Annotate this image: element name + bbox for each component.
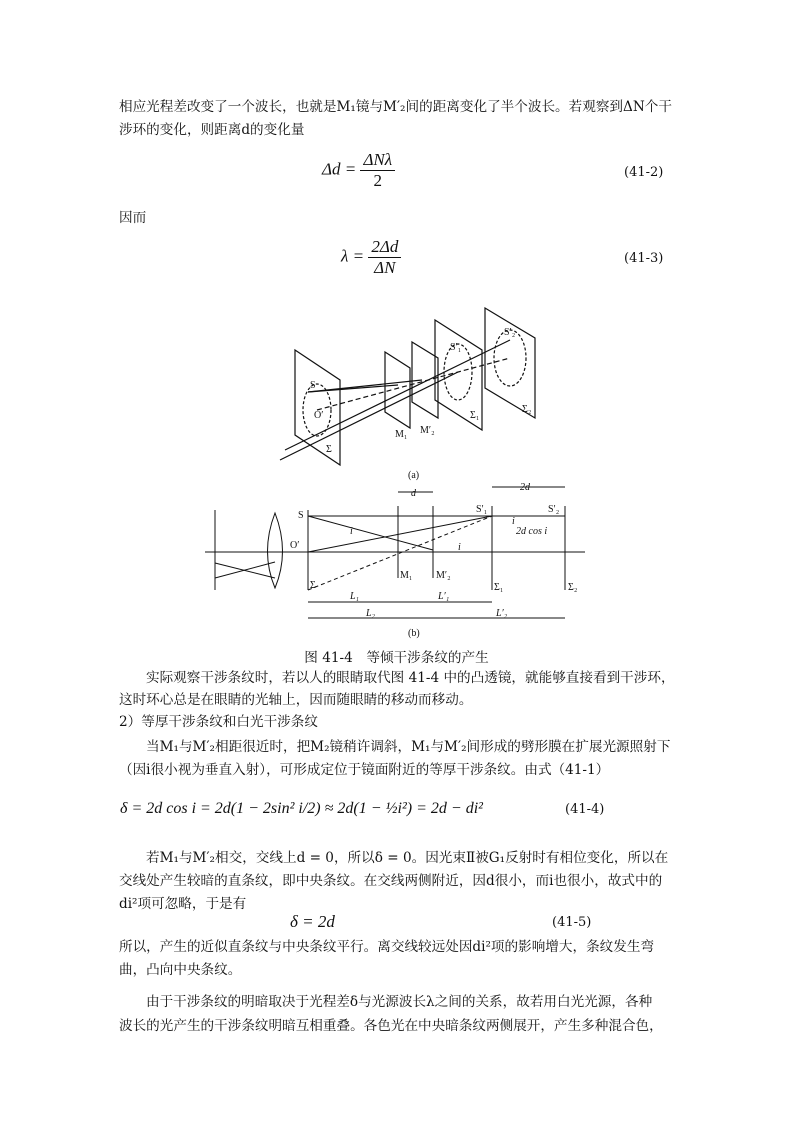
p5-line3: di²项可忽略，于是有 [119, 896, 247, 912]
fig-a-label-s2: S′₂ [504, 327, 516, 338]
fig-a-label-s: S [310, 380, 316, 391]
equation-41-5: δ = 2d [290, 912, 335, 931]
section-heading: 2）等厚干涉条纹和白光干涉条纹 [119, 714, 318, 730]
fig-b-label-2d: 2d [520, 482, 530, 493]
fig-b-label-i1: i [350, 526, 353, 537]
fig-b-label-m1: M₁ [400, 570, 413, 581]
fig-b-label-s1: S′₁ [476, 504, 488, 515]
fig-b-label-s2: S′₂ [548, 504, 560, 515]
p2: 因而 [119, 210, 147, 226]
equation-41-3: λ = $\frac{2\Delta d}{\Delta N}$ [341, 237, 401, 278]
p7-line1: 由于干涉条纹的明暗取决于光程差δ与光源波长λ之间的关系，故若用白光光源，各种 [146, 994, 653, 1010]
fig-a-label-sigma: Σ [326, 444, 332, 455]
fig-b-label-2dcosi: 2d cos i [516, 526, 548, 537]
p3-line2: 这时环心总是在眼睛的光轴上，因而随眼睛的移动而移动。 [119, 692, 473, 708]
fig-a-caption: (a) [408, 470, 420, 481]
fig-a-label-m1: M₁ [395, 429, 408, 440]
fig-b-label-i2: i [458, 542, 461, 553]
m1-mirror [385, 352, 410, 428]
p7-line2: 波长的光产生的干涉条纹明暗互相重叠。各色光在中央暗条纹两侧展开，产生多种混合色， [119, 1018, 663, 1034]
equation-41-4: δ = 2d cos i = 2d(1 − 2sin² i/2) ≈ 2d(1 − ½i²) = 2d − di² [120, 800, 483, 817]
fig-b-caption: (b) [408, 628, 420, 639]
fig-b-label-sigma1: Σ₁ [494, 582, 504, 593]
equation-41-2: Δd = $\frac{\text{ΔNλ}}{2}$ [322, 150, 395, 191]
equation-number-41-3: (41-3) [624, 251, 664, 266]
p6-line2: 曲，凸向中央条纹。 [119, 962, 242, 978]
figure-a [270, 300, 570, 485]
fig-b-label-l1p: L′₁ [438, 591, 450, 602]
fig-b-label-l2: L₂ [366, 608, 376, 619]
fig-b-label-s: S [298, 510, 304, 521]
sigma2-plane [485, 308, 535, 418]
equation-number-41-5: (41-5) [552, 915, 592, 930]
sigma-plane [295, 350, 340, 465]
fig-b-label-l2p: L′₂ [496, 608, 508, 619]
fig-b-label-m2: M′₂ [436, 570, 451, 581]
equation-number-41-2: (41-2) [624, 165, 664, 180]
equation-number-41-4: (41-4) [565, 802, 605, 817]
p4-line2: （因i很小视为垂直入射），可形成定位于镜面附近的等厚干涉条纹。由式（41-1） [119, 762, 610, 778]
p1-line1: 相应光程差改变了一个波长，也就是M₁镜与M′₂间的距离变化了半个波长。若观察到ΔN个干 [119, 99, 672, 115]
fig-a-label-o: O′ [314, 410, 324, 421]
figure-caption: 图 41-4 等倾干涉条纹的产生 [304, 650, 489, 666]
p5-line2: 交线处产生较暗的直条纹，即中央条纹。在交线两侧附近，因d很小，而i也很小，故式中的 [119, 873, 663, 889]
p4-line1: 当M₁与M′₂相距很近时，把M₂镜稍许调斜，M₁与M′₂间形成的劈形膜在扩展光源照射下 [146, 739, 671, 755]
fig-b-label-o: O′ [290, 540, 300, 551]
fig-b-label-sigma: Σ [310, 580, 316, 591]
fig-b-label-i3: i [512, 516, 515, 527]
m2-mirror [412, 342, 438, 418]
fig-a-label-sigma2: Σ₂ [522, 404, 532, 415]
figure-b [200, 478, 600, 643]
fig-a-label-s1: S′₁ [450, 342, 462, 353]
fig-b-label-sigma2: Σ₂ [568, 582, 578, 593]
p6-line1: 所以，产生的近似直条纹与中央条纹平行。离交线较远处因di²项的影响增大，条纹发生弯 [119, 939, 655, 955]
fig-b-label-l1: L₁ [350, 591, 360, 602]
p1-line2: 涉环的变化，则距离d的变化量 [119, 122, 305, 138]
fig-a-label-m2: M′₂ [420, 425, 435, 436]
p3-line1: 实际观察干涉条纹时，若以人的眼睛取代图 41-4 中的凸透镜，就能够直接看到干涉环， [146, 670, 675, 686]
p5-line1: 若M₁与M′₂相交，交线上d = 0，所以δ = 0。因光束Ⅱ被G₁反射时有相位变化，所以在 [146, 850, 669, 866]
fig-b-label-d: d [411, 488, 416, 499]
fig-a-label-sigma1: Σ₁ [470, 410, 480, 421]
